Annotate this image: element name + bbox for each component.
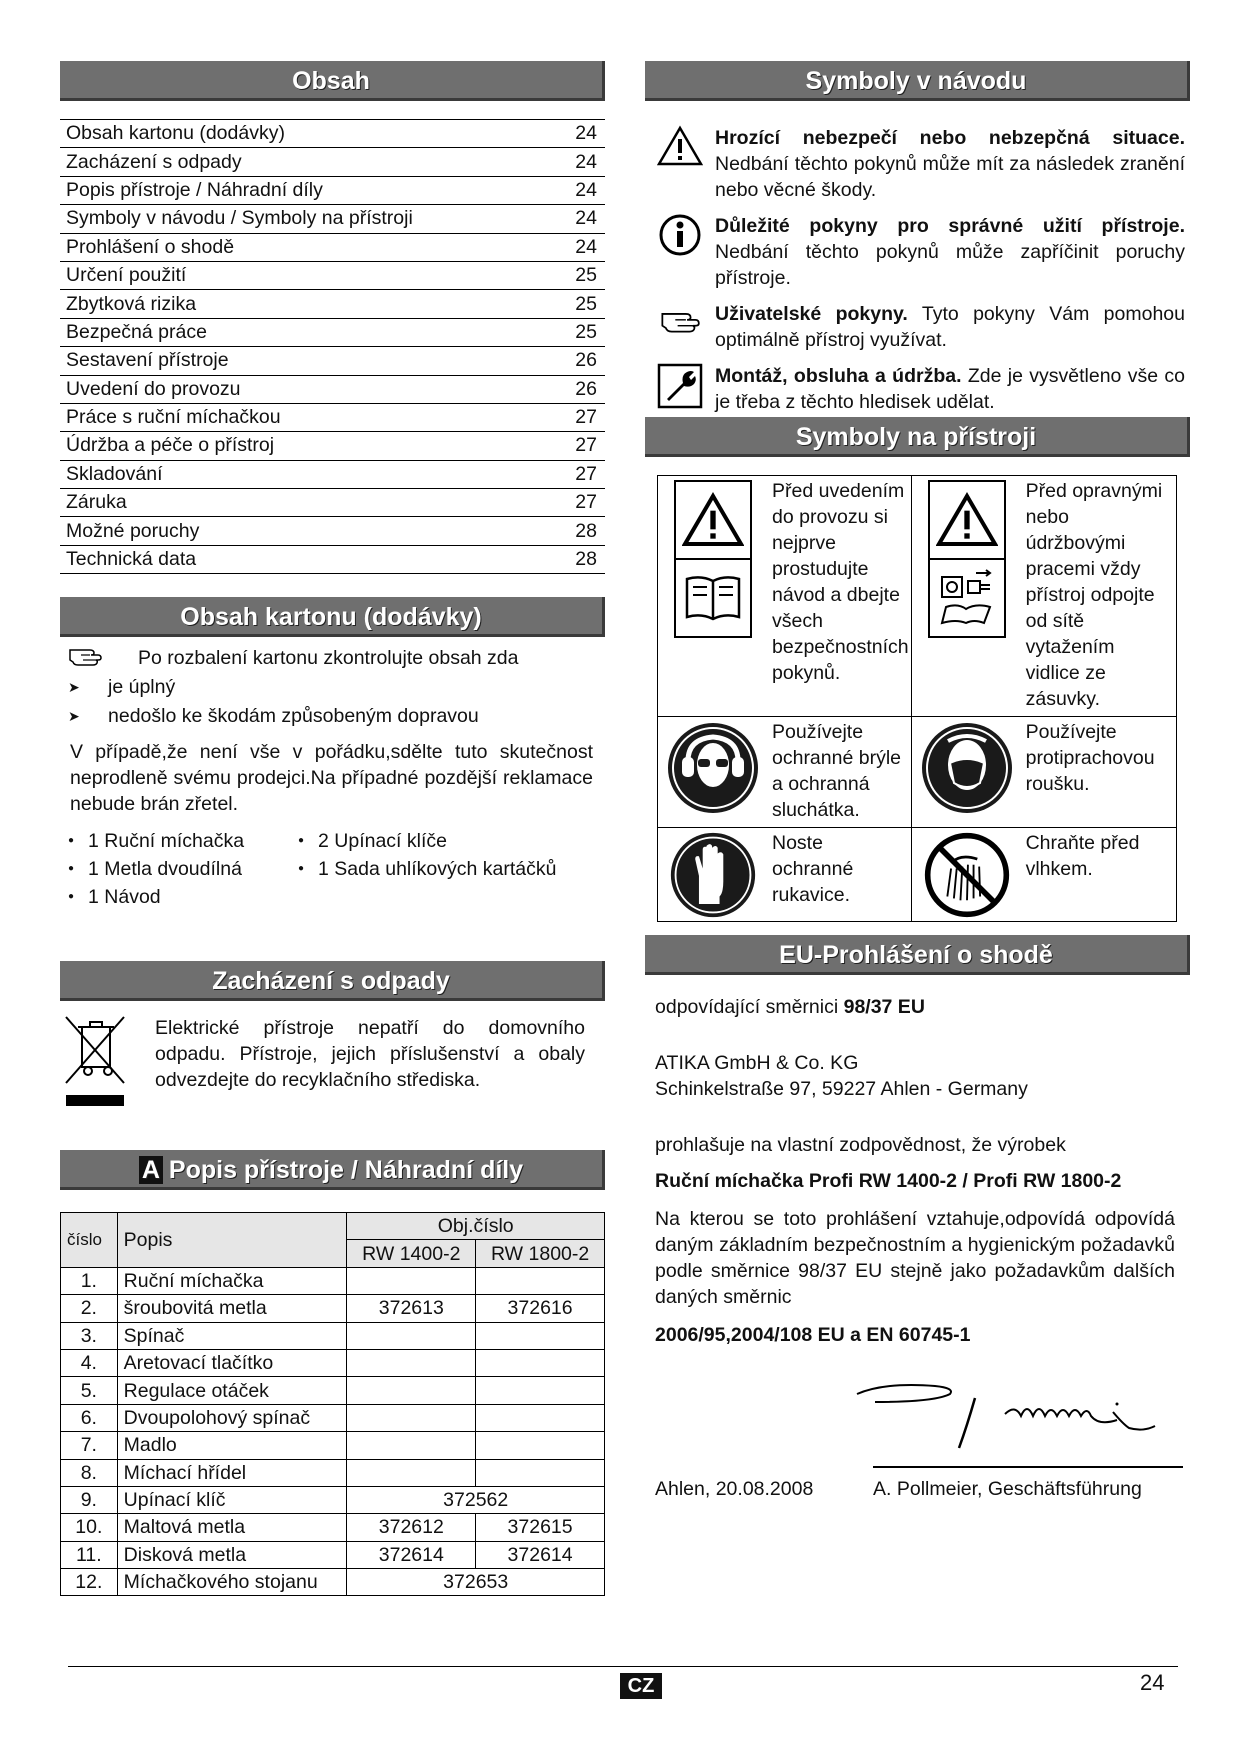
col-header-no: číslo xyxy=(61,1213,118,1268)
col-header-rw1800: RW 1800-2 xyxy=(476,1240,605,1267)
toc-label: Údržba a péče o přístroj xyxy=(60,432,556,460)
toc-label: Popis přístroje / Náhradní díly xyxy=(60,176,556,204)
eu-address: Schinkelstraße 97, 59227 Ahlen - Germany xyxy=(655,1078,1028,1100)
goggles-earmuffs-icon xyxy=(658,717,768,827)
symbol-user-row: Uživatelské pokyny. Tyto pokyny Vám pomohou optimálně přístroj využívat. xyxy=(645,301,1190,353)
toc-label: Symboly v návodu / Symboly na přístroji xyxy=(60,205,556,233)
part-order-rw1800: 372616 xyxy=(476,1295,605,1322)
part-desc: Maltová metla xyxy=(117,1514,347,1541)
list-item: ● 1 Návod xyxy=(60,883,290,911)
eu-company: ATIKA GmbH & Co. KG xyxy=(655,1052,859,1074)
toc-label: Záruka xyxy=(60,489,556,517)
part-order-rw1800 xyxy=(476,1459,605,1486)
part-order-rw1800 xyxy=(476,1404,605,1431)
list-item: ● 1 Sada uhlíkových kartáčků xyxy=(290,855,556,883)
toc-page: 27 xyxy=(556,460,605,488)
toc-row xyxy=(60,545,605,573)
toc-page: 27 xyxy=(556,403,605,431)
hand-pointer-icon xyxy=(60,646,138,671)
part-order-rw1400 xyxy=(347,1267,476,1294)
part-no: 10. xyxy=(61,1514,118,1541)
part-desc: Spínač xyxy=(117,1322,347,1349)
symbol-text: Před uvedením do provozu si nejprve prostudujte návod a dbejte všech bezpečnostních pokynů. xyxy=(772,480,909,684)
crossed-bin-icon xyxy=(60,1013,155,1114)
table-row xyxy=(61,1514,605,1541)
toc-label: Obsah kartonu (dodávky) xyxy=(60,120,556,148)
parts-section xyxy=(60,1150,605,1596)
part-no: 6. xyxy=(61,1404,118,1431)
part-desc: Upínací klíč xyxy=(117,1486,347,1513)
contents-note: V případě,že není vše v pořádku,sdělte tuto skutečnost neprodleně svému prodejci.Na případné pozdější reklamace nebude brán zřetel. xyxy=(70,741,593,815)
toc-label: Možné poruchy xyxy=(60,517,556,545)
part-no: 4. xyxy=(61,1349,118,1376)
toc-row xyxy=(60,261,605,289)
footer-rule xyxy=(68,1666,1178,1667)
parts-heading: A Popis přístroje / Náhradní díly xyxy=(60,1150,605,1190)
symbol-danger-row: Hrozící nebezpečí nebo nebzepčná situace. Nedbání těchto pokynů může mít za následek zranění nebo věcné škody. xyxy=(645,125,1190,203)
table-row xyxy=(61,1349,605,1376)
toc-row xyxy=(60,460,605,488)
toc-row xyxy=(60,233,605,261)
table-row xyxy=(61,1404,605,1431)
arrow-bullet-icon: ➤ xyxy=(68,679,80,695)
symbol-cell xyxy=(911,476,1176,717)
eu-signer: A. Pollmeier, Geschäftsführung xyxy=(873,1478,1142,1500)
col-header-rw1400: RW 1400-2 xyxy=(347,1240,476,1267)
part-desc: Disková metla xyxy=(117,1541,347,1568)
contents-items xyxy=(60,827,605,911)
table-row xyxy=(61,1295,605,1322)
waste-row xyxy=(60,1013,605,1114)
toc-label: Uvedení do provozu xyxy=(60,375,556,403)
symbol-text: Noste ochranné rukavice. xyxy=(772,832,854,906)
symbol-cell xyxy=(911,717,1176,828)
toc-row xyxy=(60,489,605,517)
part-order-rw1800 xyxy=(476,1322,605,1349)
part-no: 2. xyxy=(61,1295,118,1322)
symbol-text: Chraňte před vlhkem. xyxy=(1025,832,1140,880)
table-row xyxy=(61,1377,605,1404)
contents-intro: Po rozbalení kartonu zkontrolujte obsah zda xyxy=(138,647,519,669)
table-row xyxy=(61,1486,605,1513)
list-item: ● 1 Ruční míchačka xyxy=(60,827,290,855)
toc-page: 25 xyxy=(556,261,605,289)
eu-section xyxy=(645,935,1190,1501)
toc-page: 24 xyxy=(556,148,605,176)
contents-heading: Obsah kartonu (dodávky) xyxy=(60,597,605,637)
part-order-both: 372562 xyxy=(347,1486,605,1513)
part-order-rw1400 xyxy=(347,1432,476,1459)
info-icon xyxy=(645,213,715,291)
eu-standards: 2006/95,2004/108 EU a EN 60745-1 xyxy=(655,1324,971,1346)
toc-label: Určení použití xyxy=(60,261,556,289)
symbol-cell xyxy=(658,828,912,922)
toc-page: 24 xyxy=(556,120,605,148)
arrow-bullet-icon: ➤ xyxy=(68,708,80,724)
toc-row xyxy=(60,290,605,318)
dust-mask-icon xyxy=(912,717,1022,815)
part-desc: šroubovitá metla xyxy=(117,1295,347,1322)
symbol-cell xyxy=(911,828,1176,922)
unplug-icon xyxy=(928,560,1006,638)
part-order-rw1800 xyxy=(476,1349,605,1376)
signature-line xyxy=(873,1466,1183,1468)
part-order-rw1800 xyxy=(476,1267,605,1294)
toc-page: 27 xyxy=(556,489,605,517)
symbol-cell xyxy=(658,476,912,717)
toc-row xyxy=(60,176,605,204)
part-no: 7. xyxy=(61,1432,118,1459)
table-row xyxy=(61,1459,605,1486)
table-row xyxy=(61,1569,605,1596)
toc-page: 26 xyxy=(556,375,605,403)
symbol-info-row: Důležité pokyny pro správné užití přístroje. Nedbání těchto pokynů může zapříčinit poruchy přístroje. xyxy=(645,213,1190,291)
eu-product: Ruční míchačka Profi RW 1400-2 / Profi RW 1800-2 xyxy=(655,1170,1122,1192)
warning-triangle-icon xyxy=(674,480,752,560)
table-row xyxy=(61,1432,605,1459)
language-badge: CZ xyxy=(620,1673,662,1699)
toc-page: 27 xyxy=(556,432,605,460)
part-no: 11. xyxy=(61,1541,118,1568)
symbol-mount-row: Montáž, obsluha a údržba. Zde je vysvětleno vše co je třeba z těchto hledisek udělat. xyxy=(645,363,1190,415)
parts-table xyxy=(60,1212,605,1596)
eu-signoff xyxy=(655,1478,1190,1501)
check-item: ➤ nedošlo ke škodám způsobeným dopravou xyxy=(60,702,605,731)
toc-row xyxy=(60,403,605,431)
toc-label: Zacházení s odpady xyxy=(60,148,556,176)
signature xyxy=(855,1376,1185,1456)
device-symbols-heading: Symboly na přístroji xyxy=(645,417,1190,457)
part-order-rw1400 xyxy=(347,1459,476,1486)
manual-symbols-heading: Symboly v návodu xyxy=(645,61,1190,101)
figure-tag: A xyxy=(139,1156,163,1184)
part-order-rw1400: 372614 xyxy=(347,1541,476,1568)
part-order-rw1400 xyxy=(347,1404,476,1431)
symbol-text: Používejte protiprachovou roušku. xyxy=(1025,721,1155,795)
toc-page: 25 xyxy=(556,318,605,346)
manual-book-icon xyxy=(674,560,752,638)
toc-page: 26 xyxy=(556,347,605,375)
part-order-both: 372653 xyxy=(347,1569,605,1596)
toc-row xyxy=(60,120,605,148)
toc-label: Sestavení přístroje xyxy=(60,347,556,375)
eu-place-date: Ahlen, 20.08.2008 xyxy=(655,1478,814,1500)
part-order-rw1400 xyxy=(347,1322,476,1349)
device-symbols-section xyxy=(645,417,1190,922)
toc-row xyxy=(60,148,605,176)
toc-label: Technická data xyxy=(60,545,556,573)
col-header-order: Obj.číslo xyxy=(347,1213,605,1240)
eu-body: Na kterou se toto prohlášení vztahuje,odpovídá odpovídá daným základním bezpečnostním a hygienickým požadavků podle směrnice 98/37 EU stejně jako požadavkům dalších daných směrnic xyxy=(655,1208,1175,1308)
part-no: 9. xyxy=(61,1486,118,1513)
toc-row xyxy=(60,375,605,403)
no-moisture-icon xyxy=(912,828,1022,921)
part-order-rw1800: 372614 xyxy=(476,1541,605,1568)
part-order-rw1400 xyxy=(347,1349,476,1376)
device-symbols-table xyxy=(657,475,1177,922)
toc-page: 28 xyxy=(556,517,605,545)
part-no: 1. xyxy=(61,1267,118,1294)
toc-heading: Obsah xyxy=(60,61,605,101)
part-no: 12. xyxy=(61,1569,118,1596)
toc-page: 24 xyxy=(556,176,605,204)
part-no: 8. xyxy=(61,1459,118,1486)
table-row xyxy=(61,1322,605,1349)
contents-intro-row xyxy=(60,643,605,673)
toc-label: Zbytková rizika xyxy=(60,290,556,318)
wrench-icon xyxy=(645,363,715,415)
hand-pointer-icon xyxy=(645,301,715,353)
part-order-rw1800: 372615 xyxy=(476,1514,605,1541)
part-order-rw1400: 372612 xyxy=(347,1514,476,1541)
part-no: 5. xyxy=(61,1377,118,1404)
warning-triangle-icon xyxy=(928,480,1006,560)
contents-section xyxy=(60,597,605,911)
part-order-rw1400: 372613 xyxy=(347,1295,476,1322)
part-order-rw1800 xyxy=(476,1377,605,1404)
toc-label: Prohlášení o shodě xyxy=(60,233,556,261)
eu-directive: odpovídající směrnici 98/37 EU xyxy=(655,996,925,1018)
part-desc: Ruční míchačka xyxy=(117,1267,347,1294)
toc-row xyxy=(60,318,605,346)
part-desc: Aretovací tlačítko xyxy=(117,1349,347,1376)
list-item: ● 1 Metla dvoudílná xyxy=(60,855,290,883)
toc-page: 24 xyxy=(556,233,605,261)
toc-label: Skladování xyxy=(60,460,556,488)
gloves-icon xyxy=(658,828,768,921)
part-desc: Madlo xyxy=(117,1432,347,1459)
toc-label: Bezpečná práce xyxy=(60,318,556,346)
toc-section xyxy=(60,61,605,574)
eu-declare: prohlašuje na vlastní zodpovědnost, že výrobek xyxy=(655,1134,1066,1156)
part-desc: Míchací hřídel xyxy=(117,1459,347,1486)
toc-page: 24 xyxy=(556,205,605,233)
part-desc: Regulace otáček xyxy=(117,1377,347,1404)
toc-row xyxy=(60,347,605,375)
waste-section xyxy=(60,961,605,1114)
toc-table xyxy=(60,119,605,574)
part-order-rw1800 xyxy=(476,1432,605,1459)
manual-symbols-section xyxy=(645,61,1190,425)
toc-row xyxy=(60,205,605,233)
part-desc: Dvoupolohový spínač xyxy=(117,1404,347,1431)
part-no: 3. xyxy=(61,1322,118,1349)
toc-page: 25 xyxy=(556,290,605,318)
symbol-text: Používejte ochranné brýle a ochranná sluchátka. xyxy=(772,721,901,821)
waste-heading: Zacházení s odpady xyxy=(60,961,605,1001)
table-row xyxy=(61,1267,605,1294)
check-item: ➤ je úplný xyxy=(60,673,605,702)
symbol-cell xyxy=(658,717,912,828)
part-order-rw1400 xyxy=(347,1377,476,1404)
page-number: 24 xyxy=(1140,1670,1165,1695)
symbol-text: Před opravnými nebo údržbovými pracemi vždy přístroj odpojte od sítě vytažením vidlice ze zásuvky. xyxy=(1025,480,1163,710)
toc-row xyxy=(60,432,605,460)
eu-heading: EU-Prohlášení o shodě xyxy=(645,935,1190,975)
part-desc: Míchačkového stojanu xyxy=(117,1569,347,1596)
waste-text: Elektrické přístroje nepatří do domovního odpadu. Přístroje, jejich příslušenství a obaly odvezdejte do recyklačního střediska. xyxy=(155,1017,585,1091)
table-row xyxy=(61,1541,605,1568)
warning-triangle-icon xyxy=(645,125,715,203)
toc-row xyxy=(60,517,605,545)
col-header-desc: Popis xyxy=(117,1213,347,1268)
toc-label: Práce s ruční míchačkou xyxy=(60,403,556,431)
list-item: ● 2 Upínací klíče xyxy=(290,827,556,855)
toc-page: 28 xyxy=(556,545,605,573)
